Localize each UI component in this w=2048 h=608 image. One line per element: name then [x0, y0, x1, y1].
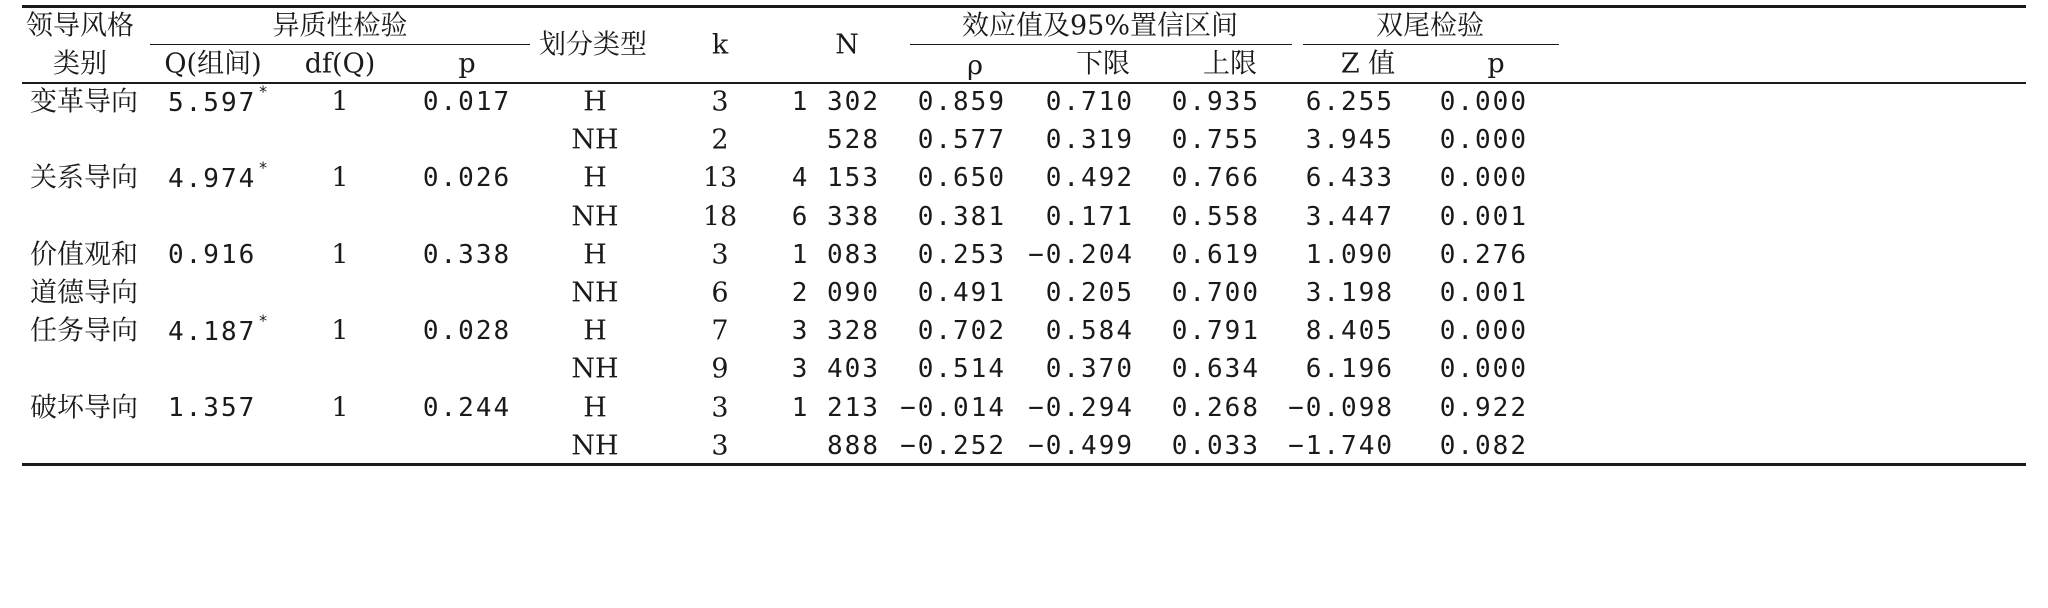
header-lower: 下限 [1076, 48, 1130, 80]
header-rho: ρ [967, 50, 983, 82]
ci-lower: 0.710 [1045, 87, 1134, 117]
heterogeneity-p: 0.338 [422, 239, 512, 270]
k-value: 3 [711, 86, 729, 118]
k-value: 2 [711, 124, 729, 156]
z-value: −0.098 [1288, 392, 1394, 423]
split-type: NH [571, 124, 619, 156]
ci-lower: 0.319 [1045, 125, 1134, 156]
rho-value: 0.650 [917, 163, 1006, 194]
two-tailed-p: 0.000 [1439, 125, 1528, 156]
header-n: N [835, 29, 859, 61]
header-p1: p [458, 48, 476, 80]
z-value: 3.198 [1305, 278, 1394, 308]
row-label: 破坏导向 [30, 392, 138, 424]
header-z: Z 值 [1340, 48, 1396, 80]
k-value: 3 [711, 392, 729, 424]
heterogeneity-p: 0.244 [422, 392, 512, 423]
two-tailed-p: 0.000 [1439, 316, 1528, 347]
ci-lower: 0.370 [1045, 354, 1134, 385]
ci-upper: 0.700 [1171, 278, 1260, 308]
rho-value: −0.252 [900, 430, 1006, 461]
rho-value: 0.253 [917, 239, 1006, 270]
header-group-label-2: 类别 [53, 48, 107, 80]
k-value: 13 [702, 162, 738, 194]
two-tailed-p: 0.001 [1439, 201, 1528, 232]
two-tailed-p: 0.000 [1439, 354, 1528, 385]
header-group-label-1: 领导风格 [26, 10, 134, 42]
split-type: NH [571, 201, 619, 233]
n-value: 6 338 [791, 201, 880, 232]
two-tailed-p: 0.082 [1439, 430, 1528, 461]
ci-lower: −0.294 [1028, 392, 1134, 423]
significance-star: * [258, 158, 268, 178]
ci-lower: 0.205 [1045, 278, 1134, 308]
n-value: 4 153 [791, 163, 880, 194]
k-value: 7 [711, 315, 729, 347]
two-tailed-p: 0.000 [1439, 87, 1528, 117]
split-type: NH [571, 277, 619, 309]
split-type: NH [571, 430, 619, 462]
header-split-type: 划分类型 [539, 29, 647, 61]
bottom-rule [22, 463, 2026, 466]
header-effect-ci: 效应值及95%置信区间 [961, 10, 1239, 42]
n-value: 1 083 [791, 239, 880, 270]
effect-underline [910, 44, 1292, 45]
rho-value: 0.381 [917, 201, 1006, 232]
z-value: 6.433 [1305, 163, 1394, 194]
ci-lower: 0.492 [1045, 163, 1134, 194]
z-value: 3.945 [1305, 125, 1394, 156]
q-value: 4.974 * [168, 158, 268, 195]
split-type: H [583, 86, 607, 118]
df-value: 1 [331, 239, 349, 271]
row-label-line2: 道德导向 [30, 277, 138, 309]
rho-value: 0.702 [917, 316, 1006, 347]
twotail-underline [1303, 44, 1559, 45]
ci-upper: 0.766 [1171, 163, 1260, 194]
heterogeneity-p: 0.026 [422, 163, 512, 194]
ci-upper: 0.634 [1171, 354, 1260, 385]
ci-lower: −0.499 [1028, 430, 1134, 461]
z-value: 6.196 [1305, 354, 1394, 385]
z-value: 1.090 [1305, 239, 1394, 270]
z-value: 8.405 [1305, 316, 1394, 347]
ci-upper: 0.033 [1171, 430, 1260, 461]
two-tailed-p: 0.000 [1439, 163, 1528, 194]
ci-lower: 0.171 [1045, 201, 1134, 232]
significance-star: * [258, 82, 268, 102]
df-value: 1 [331, 315, 349, 347]
split-type: H [583, 239, 607, 271]
q-value: 4.187 * [168, 311, 268, 348]
row-label: 变革导向 [30, 86, 138, 118]
n-value: 2 090 [791, 278, 880, 308]
row-label: 任务导向 [30, 315, 138, 347]
header-heterogeneity: 异质性检验 [272, 10, 408, 42]
rho-value: 0.514 [917, 354, 1006, 385]
significance-star: * [258, 311, 268, 331]
header-k: k [711, 29, 729, 61]
k-value: 3 [711, 430, 729, 462]
k-value: 6 [711, 277, 729, 309]
split-type: NH [571, 353, 619, 385]
ci-upper: 0.268 [1171, 392, 1260, 423]
n-value: 1 302 [791, 87, 880, 117]
q-value: 1.357 [168, 392, 257, 423]
z-value: 6.255 [1305, 87, 1394, 117]
heterogeneity-underline [150, 44, 530, 45]
header-upper: 上限 [1203, 48, 1257, 80]
header-p2: p [1487, 48, 1505, 80]
heterogeneity-p: 0.017 [422, 87, 512, 117]
rho-value: 0.491 [917, 278, 1006, 308]
ci-upper: 0.619 [1171, 239, 1260, 270]
heterogeneity-p: 0.028 [422, 316, 512, 347]
ci-upper: 0.791 [1171, 316, 1260, 347]
ci-upper: 0.755 [1171, 125, 1260, 156]
z-value: 3.447 [1305, 201, 1394, 232]
split-type: H [583, 315, 607, 347]
two-tailed-p: 0.276 [1439, 239, 1528, 270]
header-df-q: df(Q) [304, 48, 376, 80]
ci-lower: −0.204 [1028, 239, 1134, 270]
rho-value: 0.577 [917, 125, 1006, 156]
header-bottom-rule [22, 82, 2026, 84]
k-value: 9 [711, 353, 729, 385]
n-value: 888 [827, 430, 880, 461]
z-value: −1.740 [1288, 430, 1394, 461]
ci-upper: 0.558 [1171, 201, 1260, 232]
n-value: 3 328 [791, 316, 880, 347]
row-label: 关系导向 [30, 162, 138, 194]
header-two-tailed: 双尾检验 [1376, 10, 1484, 42]
top-rule [22, 5, 2026, 8]
row-label: 价值观和 [30, 239, 138, 271]
rho-value: 0.859 [917, 87, 1006, 117]
two-tailed-p: 0.922 [1439, 392, 1528, 423]
k-value: 18 [702, 201, 738, 233]
split-type: H [583, 392, 607, 424]
df-value: 1 [331, 162, 349, 194]
ci-upper: 0.935 [1171, 87, 1260, 117]
split-type: H [583, 162, 607, 194]
rho-value: −0.014 [900, 392, 1006, 423]
q-value: 0.916 [168, 239, 257, 270]
n-value: 528 [827, 125, 880, 156]
df-value: 1 [331, 86, 349, 118]
n-value: 1 213 [791, 392, 880, 423]
k-value: 3 [711, 239, 729, 271]
n-value: 3 403 [791, 354, 880, 385]
df-value: 1 [331, 392, 349, 424]
q-value: 5.597 * [168, 82, 268, 118]
ci-lower: 0.584 [1045, 316, 1134, 347]
header-q-between: Q(组间) [164, 48, 262, 80]
two-tailed-p: 0.001 [1439, 278, 1528, 308]
